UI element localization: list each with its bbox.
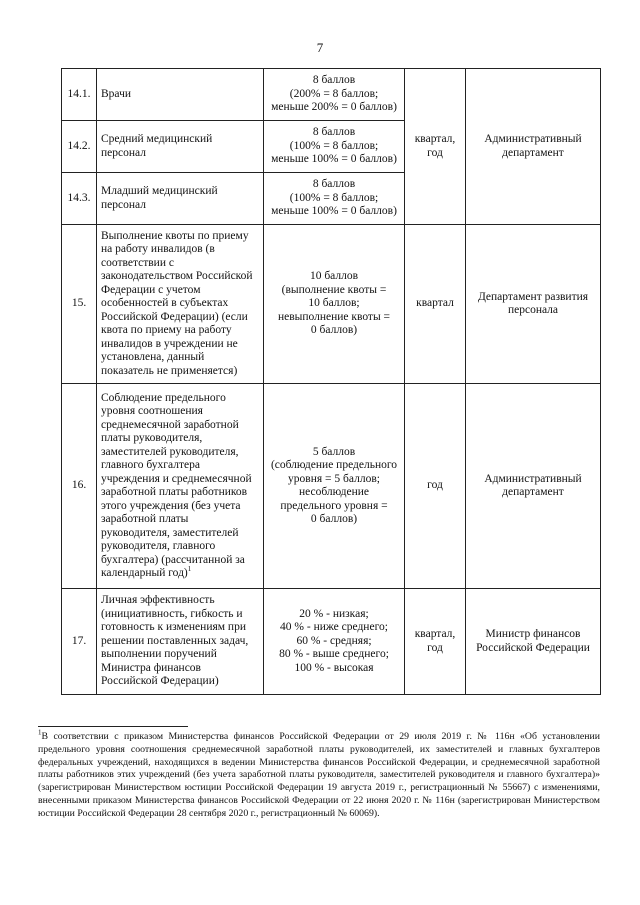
score-line: 5 баллов (312, 445, 356, 458)
score-cell (264, 69, 405, 121)
responsible-line: Административный (484, 133, 582, 145)
row-number: 14.2. (62, 121, 97, 173)
page-number: 7 (316, 40, 324, 55)
criteria-table (61, 68, 601, 695)
responsible-cell (466, 69, 601, 225)
criterion-name: Выполнение квоты по приему на работу инвалидов (в соответствии с законодательством Российской Федерации с учетом особенностей в субъектах Российской Федерации) (если квота по приему на работу инвалидов в учреждении не установлена, данный показатель не применяется) (97, 225, 264, 384)
footnote-mark: 1 (38, 728, 42, 737)
score-line: меньше 100% = 0 баллов) (271, 205, 397, 218)
criterion-name (97, 384, 264, 589)
period-line: квартал, (414, 628, 456, 640)
score-line: предельного уровня = (280, 499, 388, 512)
period-line: год (427, 479, 443, 492)
score-line: 80 % - выше среднего; (279, 648, 389, 661)
row-number: 17. (62, 589, 97, 695)
row-number: 16. (62, 384, 97, 589)
responsible-cell (466, 589, 601, 695)
score-cell (264, 225, 405, 384)
score-line: 8 баллов (312, 126, 356, 139)
score-line: 8 баллов (312, 74, 356, 87)
responsible-line: Административный (484, 472, 582, 485)
table-row (62, 384, 601, 589)
score-line: меньше 200% = 0 баллов) (271, 101, 397, 114)
score-line: 10 баллов; (308, 297, 360, 310)
criterion-name: Врачи (97, 69, 264, 121)
criterion-name: Личная эффективность (инициативность, гибкость и готовность к изменениям при решении поставленных задач, выполнении поручений Министра финансов Российской Федерации) (97, 589, 264, 695)
responsible-line: Российской Федерации (476, 641, 590, 654)
period-line: год (427, 641, 443, 654)
responsible-cell (466, 384, 601, 589)
criterion-name: Средний медицинский персонал (97, 121, 264, 173)
score-line: 10 баллов (309, 270, 359, 283)
responsible-cell (466, 225, 601, 384)
score-line: меньше 100% = 0 баллов) (271, 153, 397, 166)
period-line: квартал (416, 297, 454, 310)
period-cell (405, 384, 466, 589)
table-row (62, 225, 601, 384)
score-line: 0 баллов) (310, 324, 358, 337)
period-cell (405, 69, 466, 225)
score-cell (264, 589, 405, 695)
responsible-line: департамент (502, 486, 564, 498)
row-number: 14.3. (62, 173, 97, 225)
footnote-reference: 1 (187, 565, 192, 574)
score-line: 20 % - низкая; (299, 607, 369, 620)
table-row (62, 589, 601, 695)
responsible-line: департамент (502, 146, 564, 159)
score-line: уровня = 5 баллов; (288, 472, 380, 485)
period-line: год (427, 146, 443, 159)
score-line: (100% = 8 баллов; (289, 191, 379, 204)
table-row (62, 69, 601, 121)
period-cell (405, 225, 466, 384)
score-line: 8 баллов (312, 178, 356, 191)
score-line: (соблюдение предельного (270, 459, 398, 471)
row-number: 15. (62, 225, 97, 384)
score-line: несоблюдение (298, 486, 370, 498)
responsible-line: Министр финансов (485, 628, 581, 640)
score-line: невыполнение квоты = (277, 310, 391, 323)
score-line: 60 % - средняя; (296, 634, 372, 647)
footnote-divider (38, 726, 188, 727)
responsible-line: персонала (507, 304, 559, 316)
row-number: 14.1. (62, 69, 97, 121)
score-line: 100 % - высокая (294, 661, 374, 674)
score-cell (264, 384, 405, 589)
score-cell (264, 121, 405, 173)
score-line: 0 баллов) (310, 513, 358, 525)
score-line: (100% = 8 баллов; (289, 139, 379, 152)
score-line: 40 % - ниже среднего; (280, 621, 388, 634)
criterion-text: Соблюдение предельного уровня соотношения среднемесячной заработной платы руководителя, заместителей руководителя, главного бухгалтера учреждения и среднемесячной заработной платы работников этого учреждения (без учета заработной платы руководителя, заместителей руководителя, главного бухгалтера) (рассчитанной за календарный год) (101, 391, 252, 579)
period-line: квартал, (414, 133, 456, 145)
responsible-line: Департамент развития (477, 290, 589, 303)
footnote (38, 728, 600, 821)
criterion-name: Младший медицинский персонал (97, 173, 264, 225)
score-cell (264, 173, 405, 225)
period-cell (405, 589, 466, 695)
score-line: (200% = 8 баллов; (289, 87, 379, 100)
score-line: (выполнение квоты = (281, 283, 387, 296)
footnote-text: В соответствии с приказом Министерства финансов Российской Федерации от 29 июля 2019 г. № 116н «Об установлении предельного уровня соотношения среднемесячной заработной платы руководителей, их заместителей и главных бухгалтеров федеральных учреждений, находящихся в ведении Министерства финансов Российской Федерации, и среднемесячной заработной платы работников этих учреждений (без учета заработной платы руководителя, заместителей руководителя и главного бухгалтера)» (зарегистрирован Министерством юстиции Российской Федерации 19 августа 2019 г., регистрационный № 55667) с изменениями, внесенными приказом Министерства финансов Российской Федерации от 22 июня 2020 г. № 116н (зарегистрирован Министерством юстиции Российской Федерации 28 сентября 2020 г., регистрационный № 60069). (38, 731, 600, 819)
